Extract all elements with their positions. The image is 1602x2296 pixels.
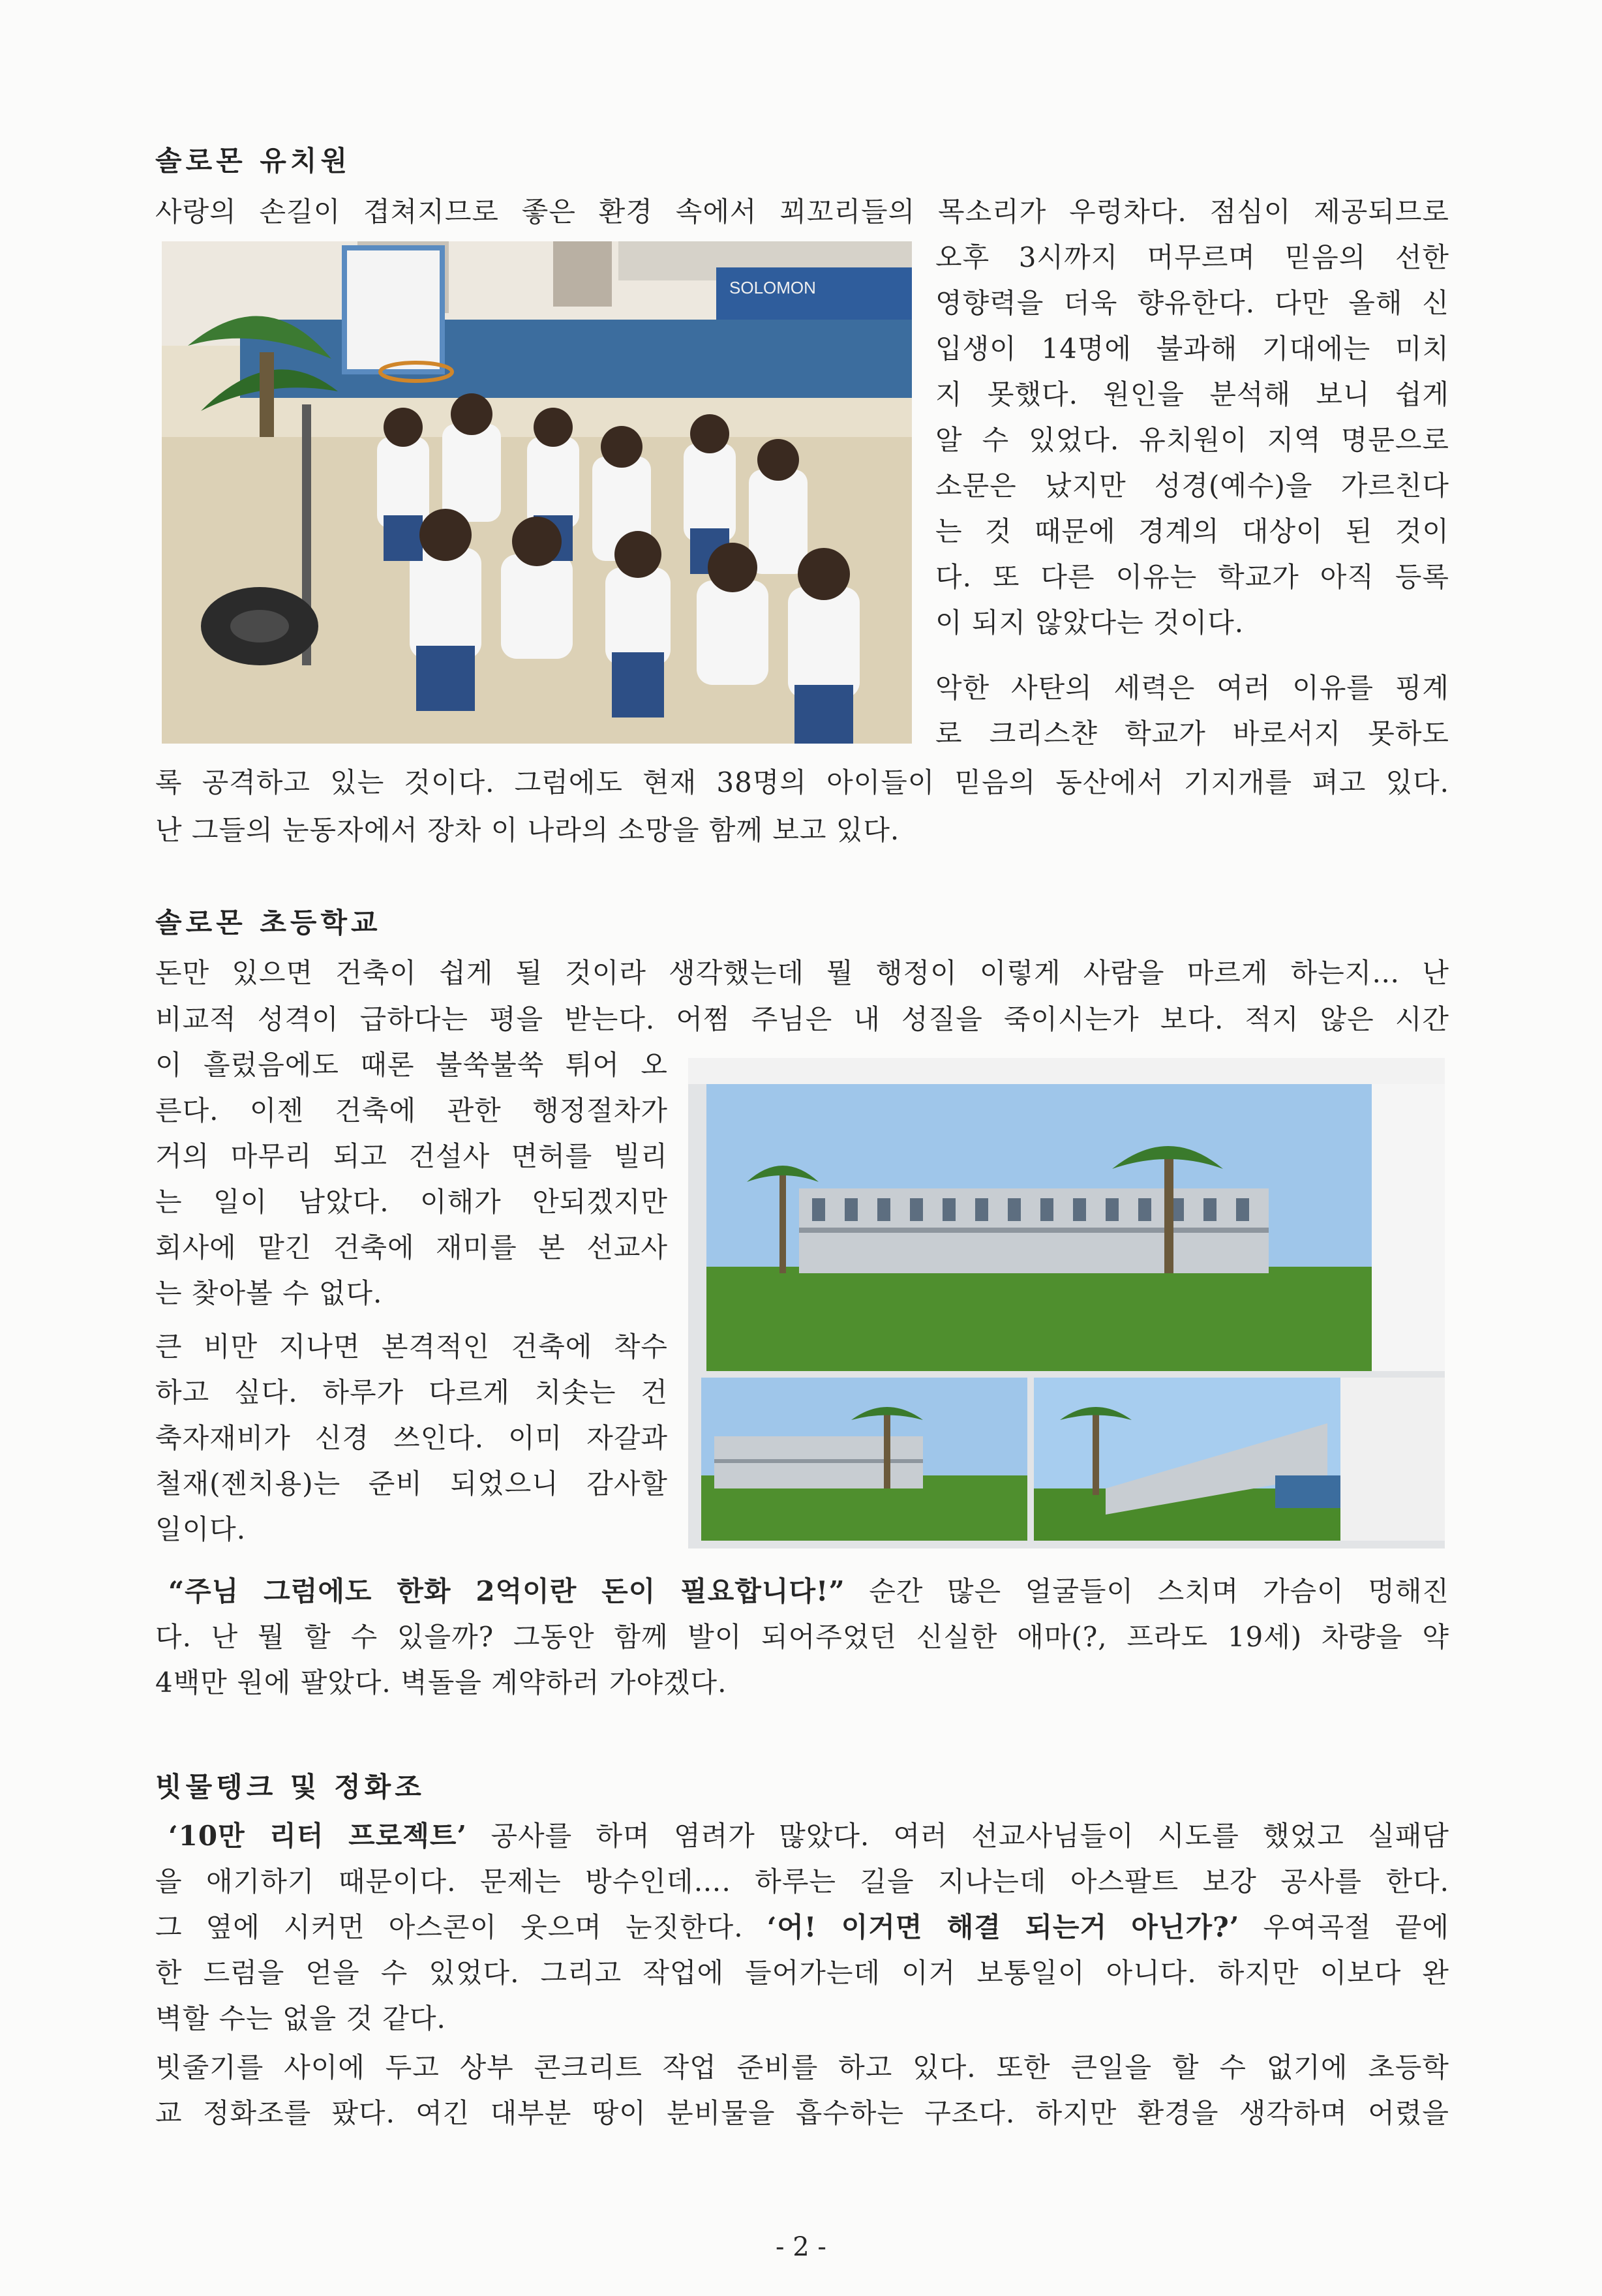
text-line: 른다. 이젠 건축에 관한 행정절차가	[155, 1095, 668, 1126]
text-line: 는 찾아볼 수 없다.	[155, 1277, 383, 1309]
text-span: 그 옆에 시커먼 아스콘이 웃으며 눈짓한다.	[155, 1911, 767, 1943]
text-line: 4백만 원에 팔았다. 벽돌을 계약하러 가야겠다.	[155, 1667, 727, 1699]
page-number: - 2 -	[776, 2232, 826, 2262]
text-line: 비교적 성격이 급하다는 평을 받는다. 어쩜 주님은 내 성질을 죽이시는가 보다. 적지 않은 시간	[155, 1003, 1449, 1035]
quote-text: “주님 그럼에도 한화 2억이란 돈이 필요합니다!”	[168, 1575, 845, 1607]
project-line	[168, 1813, 1449, 1859]
text-line: 을 애기하기 때문이다. 문제는 방수인데…. 하루는 길을 지나는데 아스팔트 보강 공사를 한다.	[155, 1865, 1449, 1897]
text-line: 거의 마무리 되고 건설사 면허를 빌리	[155, 1140, 668, 1172]
text-line: 영향력을 더욱 향유한다. 다만 올해 신	[935, 287, 1449, 319]
text-line: 일이다.	[155, 1513, 247, 1545]
text-line: 악한 사탄의 세력은 여러 이유를 핑계	[935, 672, 1449, 704]
text-span: 우여곡절 끝에	[1239, 1911, 1449, 1943]
text-line: 지 못했다. 원인을 분석해 보니 쉽게	[935, 378, 1449, 410]
quote-text-2: ‘어! 이거면 해결 되는거 아닌가?’	[766, 1911, 1240, 1943]
text-line: 난 그들의 눈동자에서 장차 이 나라의 소망을 함께 보고 있다.	[155, 814, 900, 846]
text-line: 사랑의 손길이 겹쳐지므로 좋은 환경 속에서 꾀꼬리들의 목소리가 우렁차다. 점심이 제공되므로	[155, 196, 1449, 228]
quote-rest-text: 순간 많은 얼굴들이 스치며 가슴이 멍해진	[845, 1575, 1449, 1607]
text-line: 철재(젠치용)는 준비 되었으니 감사할	[155, 1468, 668, 1500]
text-line: 이 흘렀음에도 때론 불쑥불쑥 튀어 오	[155, 1049, 668, 1081]
text-line: 는 것 때문에 경계의 대상이 된 것이	[935, 515, 1449, 547]
project-name: ‘10만 리터 프로젝트’	[168, 1820, 468, 1852]
section-title-tank: 빗물텡크 및 정화조	[155, 1771, 425, 1803]
text-line: 록 공격하고 있는 것이다. 그럼에도 현재 38명의 아이들이 믿음의 동산에서 기지개를 펴고 있다.	[155, 766, 1449, 798]
text-line: 알 수 있었다. 유치원이 지역 명문으로	[935, 424, 1449, 456]
text-line: 큰 비만 지나면 본격적인 건축에 착수	[155, 1331, 668, 1363]
text-line: 다. 또 다른 이유는 학교가 아직 등록	[935, 561, 1449, 593]
project-rest-text: 공사를 하며 염려가 많았다. 여러 선교사님들이 시도를 했었고 실패담	[467, 1820, 1449, 1852]
text-line: 는 일이 남았다. 이해가 안되겠지만	[155, 1186, 668, 1218]
section-title-kindergarten: 솔로몬 유치원	[155, 145, 352, 177]
school-rendering-illustration	[688, 1058, 1445, 1548]
text-line: 한 드럼을 얻을 수 있었다. 그리고 작업에 들어가는데 이거 보통일이 아니다. 하지만 이보다 완	[155, 1957, 1449, 1989]
text-line: 소문은 났지만 성경(예수)을 가르친다	[935, 470, 1449, 502]
quote-line-2	[155, 1905, 1449, 1950]
text-line: 로 크리스챤 학교가 바로서지 못하도	[935, 718, 1449, 749]
text-line: 이 되지 않았다는 것이다.	[935, 607, 1245, 639]
text-line: 빗줄기를 사이에 두고 상부 콘크리트 작업 준비를 하고 있다. 또한 큰일을 할 수 없기에 초등학	[155, 2051, 1449, 2083]
text-line: 축자재비가 신경 쓰인다. 이미 자갈과	[155, 1422, 668, 1454]
kindergarten-photo	[162, 241, 912, 744]
text-line: 입생이 14명에 불과해 기대에는 미치	[935, 333, 1449, 365]
text-line: 하고 싶다. 하루가 다르게 치솟는 건	[155, 1376, 668, 1408]
text-line: 벽할 수는 없을 것 같다.	[155, 2002, 446, 2034]
quote-line	[168, 1569, 1449, 1614]
text-line: 오후 3시까지 머무르며 믿음의 선한	[935, 241, 1449, 273]
section-title-elementary: 솔로몬 초등학교	[155, 907, 382, 939]
text-line: 회사에 맡긴 건축에 재미를 본 선교사	[155, 1231, 668, 1263]
text-line: 다. 난 뭘 할 수 있을까? 그동안 함께 발이 되어주었던 신실한 애마(?, 프라도 19세) 차량을 약	[155, 1621, 1449, 1653]
kindergarten-photo-illustration	[162, 241, 912, 744]
text-line: 돈만 있으면 건축이 쉽게 될 것이라 생각했는데 뭘 행정이 이렇게 사람을 마르게 하는지… 난	[155, 957, 1449, 989]
photo-sign-text: SOLOMON	[729, 278, 816, 297]
text-line: 교 정화조를 팠다. 여긴 대부분 땅이 분비물을 흡수하는 구조다. 하지만 환경을 생각하며 어렸을	[155, 2097, 1449, 2129]
school-rendering-photo	[688, 1058, 1445, 1548]
